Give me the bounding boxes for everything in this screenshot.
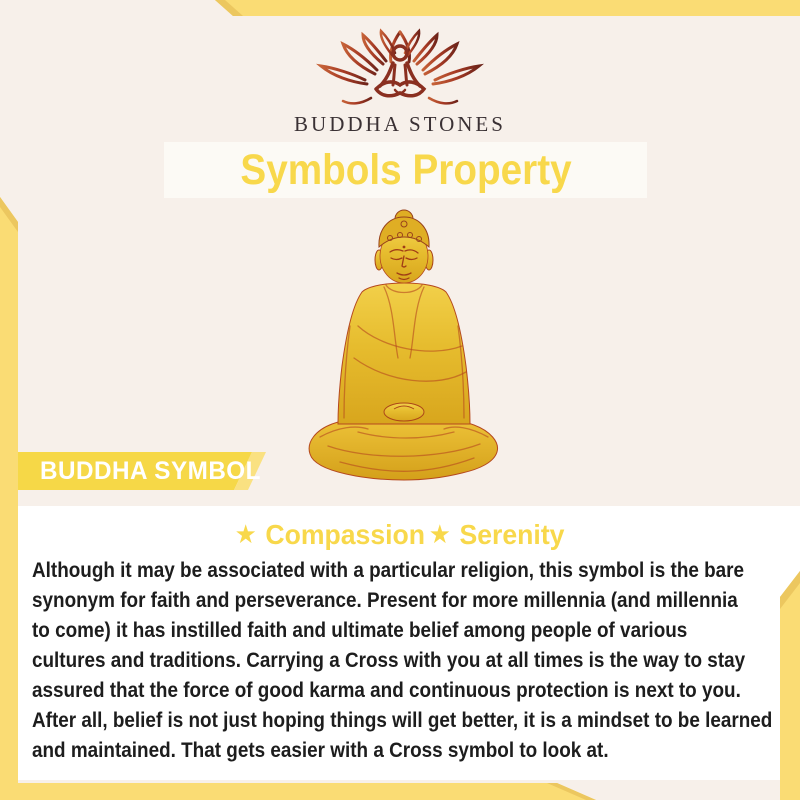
label-text: BUDDHA SYMBOL bbox=[40, 457, 261, 485]
frame-bottom-bar bbox=[0, 783, 596, 800]
brand-name: BUDDHA STONES bbox=[294, 112, 506, 136]
frame-top-bar bbox=[215, 0, 800, 16]
body-line: and maintained. That gets easier with a Cross symbol to look at. bbox=[32, 739, 609, 762]
body-line: synonym for faith and perseverance. Present for more millennia (and millennia bbox=[32, 589, 738, 612]
trait-compassion: Compassion bbox=[265, 519, 426, 550]
body-line: to come) it has instilled faith and ultimate belief among people of various bbox=[32, 619, 688, 642]
frame-left-strip bbox=[0, 197, 18, 800]
frame-left-strip-edge bbox=[0, 197, 18, 232]
buddha-illustration bbox=[298, 206, 510, 482]
body-line: assured that the force of good karma and continuous protection is next to you. bbox=[32, 679, 741, 702]
body-paragraph bbox=[32, 556, 792, 766]
star-icon: ★ bbox=[235, 520, 258, 550]
traits-line bbox=[0, 516, 800, 554]
title-box bbox=[164, 142, 647, 198]
lotus-logo-icon bbox=[305, 28, 495, 116]
buddha-symbol-label bbox=[0, 452, 270, 490]
star-icon: ★ bbox=[429, 520, 452, 550]
page-title: Symbols Property bbox=[239, 145, 572, 194]
body-line: After all, belief is not just hoping things will get better, it is a mindset to be learned bbox=[32, 709, 773, 732]
body-line: cultures and traditions. Carrying a Cross with you at all times is the way to stay bbox=[32, 649, 746, 672]
trait-serenity: Serenity bbox=[459, 519, 565, 550]
body-line: Although it may be associated with a particular religion, this symbol is the bare bbox=[32, 559, 745, 582]
frame-top-bar-edge bbox=[215, 0, 243, 16]
frame-bottom-bar-edge bbox=[547, 783, 596, 800]
